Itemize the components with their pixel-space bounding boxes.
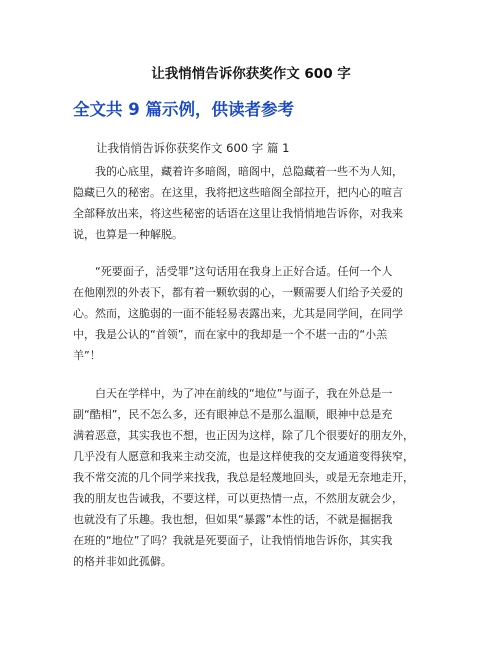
paragraph-1-line-2: 隐藏已久的秘密。在这里，我将把这些暗阁全部拉开，把内心的喧言 bbox=[73, 186, 403, 199]
paragraph-3-line-7: 也就没有了乐趣。我也想，但如果“暴露”本性的话，不就是掘据我 bbox=[73, 513, 393, 526]
paragraph-3-line-6: 我的朋友也告诫我，不要这样，可以更热情一点，不然朋友就会少， bbox=[73, 492, 403, 505]
paragraph-3-line-9: 的格并非如此孤僻。 bbox=[73, 555, 172, 568]
paragraph-2-line-4: 中，我是公认的“首领”，而在家中的我却是一个不堪一击的“小羔 bbox=[73, 328, 388, 341]
paragraph-1-line-4: 说，也算是一种解脱。 bbox=[73, 228, 183, 241]
paragraph-3-line-1: 白天在学样中，为了冲在前线的“地位”与面子，我在外总是一 bbox=[73, 387, 393, 400]
paragraph-3-line-3: 满着恶意，其实我也不想，也正因为这样，除了几个很要好的朋友外， bbox=[73, 429, 414, 442]
paragraph-2-line-5: 羊”！ bbox=[73, 349, 101, 362]
paragraph-2-line-3: 心。然而，这脆弱的一面不能轻易表露出来，尤其是同学间，在同学 bbox=[73, 307, 403, 320]
document-title: 让我悄悄告诉你获奖作文 600 字 bbox=[151, 66, 351, 82]
section-heading: 让我悄悄告诉你获奖作文 600 字 篇 1 bbox=[96, 141, 290, 155]
paragraph-3-line-2: 副“酷相”，民不怎么多，还有眼神总不是那么温顺，眼神中总是充 bbox=[73, 408, 393, 421]
paragraph-2-line-2: 在他刚烈的外表下，都有着一颗软弱的心，一颗需要人们给予关爱的 bbox=[73, 286, 403, 299]
paragraph-1-line-3: 全部释放出来，将这些秘密的话语在这里让我悄悄地告诉你，对我来 bbox=[73, 207, 403, 220]
example-count-banner: 全文共 9 篇示例，供读者参考 bbox=[73, 100, 294, 119]
paragraph-2-line-1: “死要面子，活受罪”这句话用在我身上正好合适。任何一个人 bbox=[73, 265, 393, 278]
paragraph-1-line-1: 我的心底里，藏着许多暗阁，暗阁中，总隐藏着一些不为人知， bbox=[73, 165, 403, 178]
paragraph-3-line-4: 几乎没有人愿意和我来主动交流，也是这样使我的交友通道变得狭窄， bbox=[73, 450, 414, 463]
paragraph-3-line-5: 我不常交流的几个同学来找我，我总是轻蔑地回头，或是无奈地走开， bbox=[73, 471, 414, 484]
paragraph-3-line-8: 在班的“地位”了吗？我就是死要面子，让我悄悄地告诉你，其实我 bbox=[73, 534, 393, 547]
